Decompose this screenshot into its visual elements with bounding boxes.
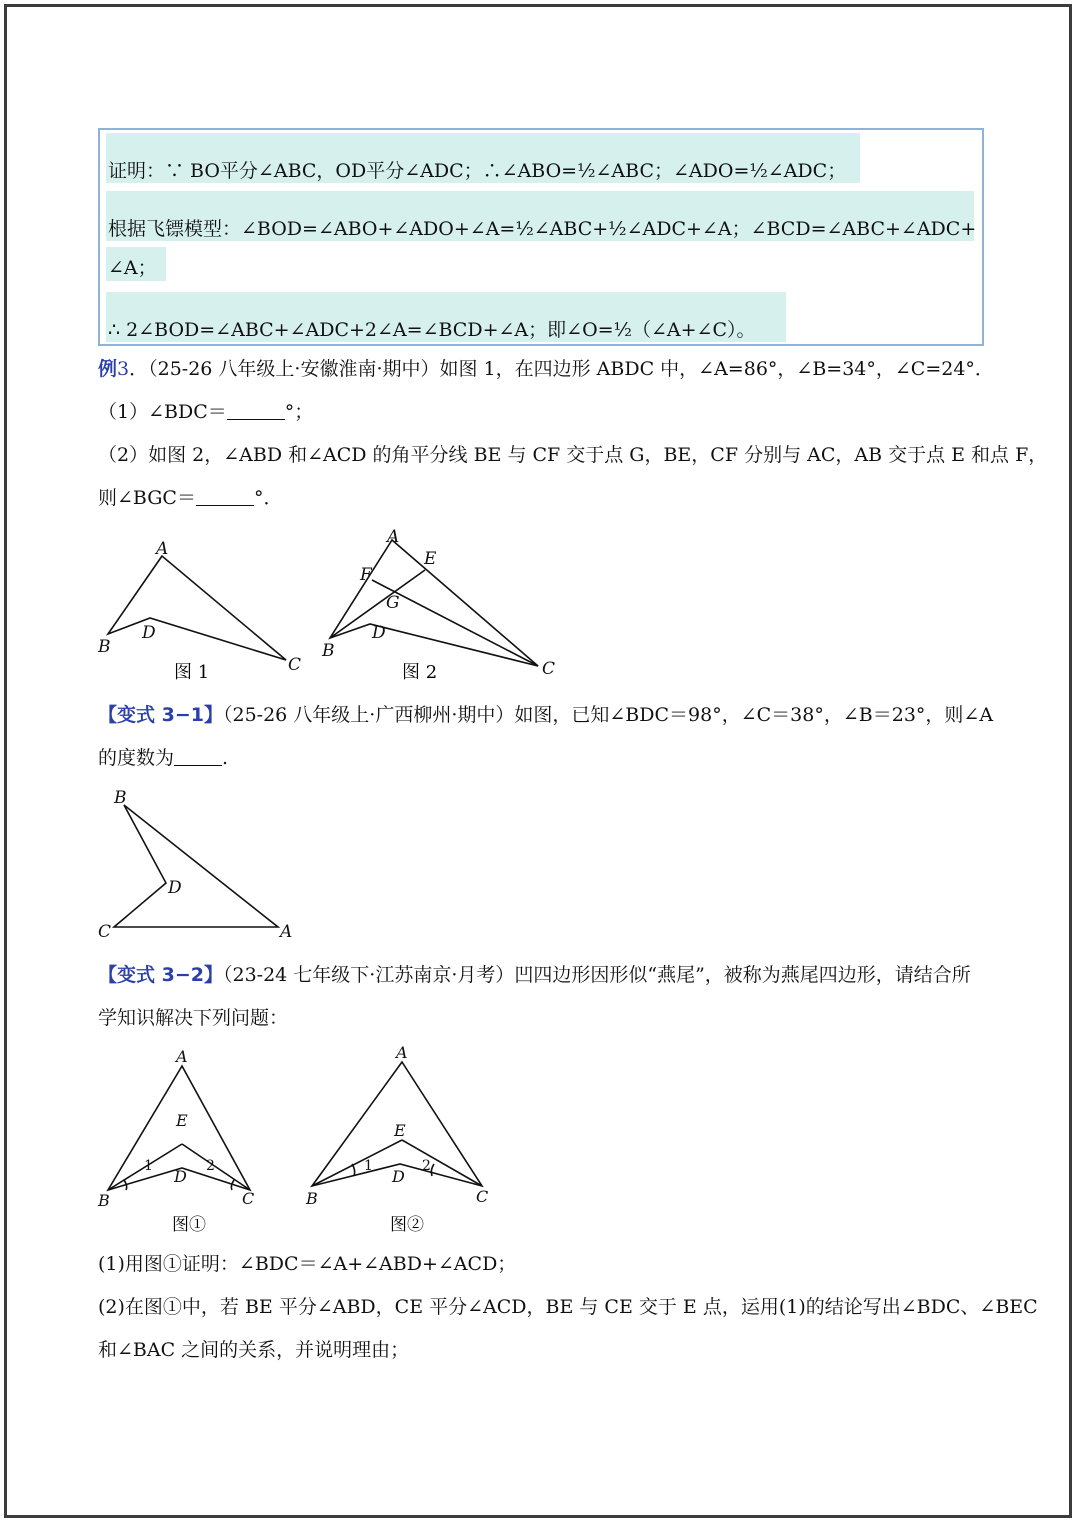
- label-D: D: [168, 878, 182, 898]
- variant31-line2: [98, 745, 228, 771]
- proof-line-4: ∴ 2∠BOD=∠ABC+∠ADC+2∠A=∠BCD+∠A；即∠O=½（∠A+∠C）。: [108, 319, 756, 341]
- label-E: E: [424, 549, 437, 569]
- variant-text2: 的度数为: [98, 747, 175, 769]
- label-A: A: [156, 539, 169, 559]
- label-G: G: [386, 593, 400, 613]
- q2b-end: °．: [253, 487, 283, 509]
- answer-blank[interactable]: [174, 747, 222, 766]
- fig2-line-ce: [402, 1140, 482, 1186]
- variant31-quad: [114, 805, 278, 927]
- label-E: E: [176, 1111, 188, 1130]
- variant31-figure: [90, 785, 310, 945]
- fig1-line-ce: [182, 1144, 250, 1190]
- angle-label-2: 2: [206, 1158, 215, 1174]
- label-C: C: [476, 1187, 489, 1206]
- label-E: E: [394, 1121, 406, 1140]
- example-label: 例: [98, 358, 118, 380]
- q2b-text: 则∠BGC＝: [98, 487, 196, 509]
- label-A: A: [387, 527, 400, 547]
- label-A: A: [280, 922, 293, 942]
- example3-q2: （2）如图 2，∠ABD 和∠ACD 的角平分线 BE 与 CF 交于点 G，BE，CF 分别与 AC，AB 交于点 E 和点 F，: [98, 444, 1048, 466]
- label-D: D: [372, 623, 386, 643]
- fig2-caption: 图②: [390, 1215, 424, 1235]
- variant31-title: [98, 702, 993, 728]
- angle-mark: [431, 1164, 434, 1176]
- label-D: D: [174, 1167, 187, 1186]
- fig2-caption: 图 2: [402, 662, 438, 683]
- label-A: A: [176, 1047, 188, 1066]
- label-A: A: [396, 1043, 408, 1062]
- label-B: B: [306, 1189, 318, 1208]
- proof-line-1: 证明：∵ BO平分∠ABC，OD平分∠ADC；∴∠ABO=½∠ABC；∠ADO=½∠ADC；: [108, 160, 847, 182]
- proof-line-3: ∠A；: [108, 257, 157, 279]
- label-B: B: [114, 788, 127, 808]
- label-C: C: [98, 922, 112, 942]
- variant32-q2b: 和∠BAC 之间的关系，并说明理由；: [98, 1339, 410, 1361]
- example-text: ．（25-26 八年级上·安徽淮南·期中）如图 1，在四边形 ABDC 中，∠A=86°，∠B=34°，∠C=24°．: [129, 358, 994, 380]
- label-C: C: [288, 655, 302, 675]
- variant-text: （23-24 七年级下·江苏南京·月考）凹四边形因形似“燕尾”，被称为燕尾四边形，请结合所: [222, 964, 971, 986]
- example-number: 3: [117, 358, 130, 380]
- example3-title: [98, 356, 994, 382]
- variant-label: 【变式 3−1】: [98, 704, 223, 726]
- label-C: C: [542, 659, 556, 679]
- angle-label-1: 1: [144, 1158, 153, 1174]
- angle-label-2: 2: [422, 1158, 431, 1174]
- variant32-figures: [90, 1040, 510, 1240]
- label-D: D: [392, 1167, 405, 1186]
- fig1-caption: 图①: [172, 1215, 206, 1235]
- example3-figures: [90, 520, 570, 690]
- q1-end: °；: [284, 401, 314, 423]
- answer-blank[interactable]: [196, 487, 254, 506]
- angle-mark: [352, 1164, 355, 1176]
- label-D: D: [142, 623, 156, 643]
- fig1-quad: [108, 556, 286, 660]
- fig1-caption: 图 1: [174, 662, 210, 683]
- q1-text: （1）∠BDC＝: [98, 401, 227, 423]
- fig2-line-be: [312, 1140, 402, 1186]
- variant32-q2: (2)在图①中，若 BE 平分∠ABD，CE 平分∠ACD，BE 与 CE 交于 E 点，运用(1)的结论写出∠BDC、∠BEC: [98, 1296, 1038, 1318]
- variant-text2-end: .: [222, 747, 229, 769]
- example3-q1: [98, 399, 313, 425]
- variant-label: 【变式 3−2】: [98, 964, 223, 986]
- angle-label-1: 1: [364, 1158, 373, 1174]
- variant32-q1: (1)用图①证明：∠BDC＝∠A+∠ABD+∠ACD；: [98, 1253, 517, 1275]
- example3-q2b: [98, 485, 282, 511]
- label-B: B: [98, 1191, 110, 1210]
- variant-text: （25-26 八年级上·广西柳州·期中）如图，已知∠BDC＝98°，∠C＝38°，∠B＝23°，则∠A: [222, 704, 994, 726]
- answer-blank[interactable]: [227, 401, 285, 420]
- label-F: F: [360, 565, 372, 585]
- label-C: C: [242, 1189, 255, 1208]
- label-B: B: [98, 637, 111, 657]
- variant32-line2: 学知识解决下列问题：: [98, 1007, 289, 1029]
- proof-line-2: 根据飞镖模型：∠BOD=∠ABO+∠ADO+∠A=½∠ABC+½∠ADC+∠A；∠BCD=∠ABC+∠ADC+: [108, 218, 977, 240]
- label-B: B: [322, 641, 335, 661]
- variant32-title: [98, 962, 971, 988]
